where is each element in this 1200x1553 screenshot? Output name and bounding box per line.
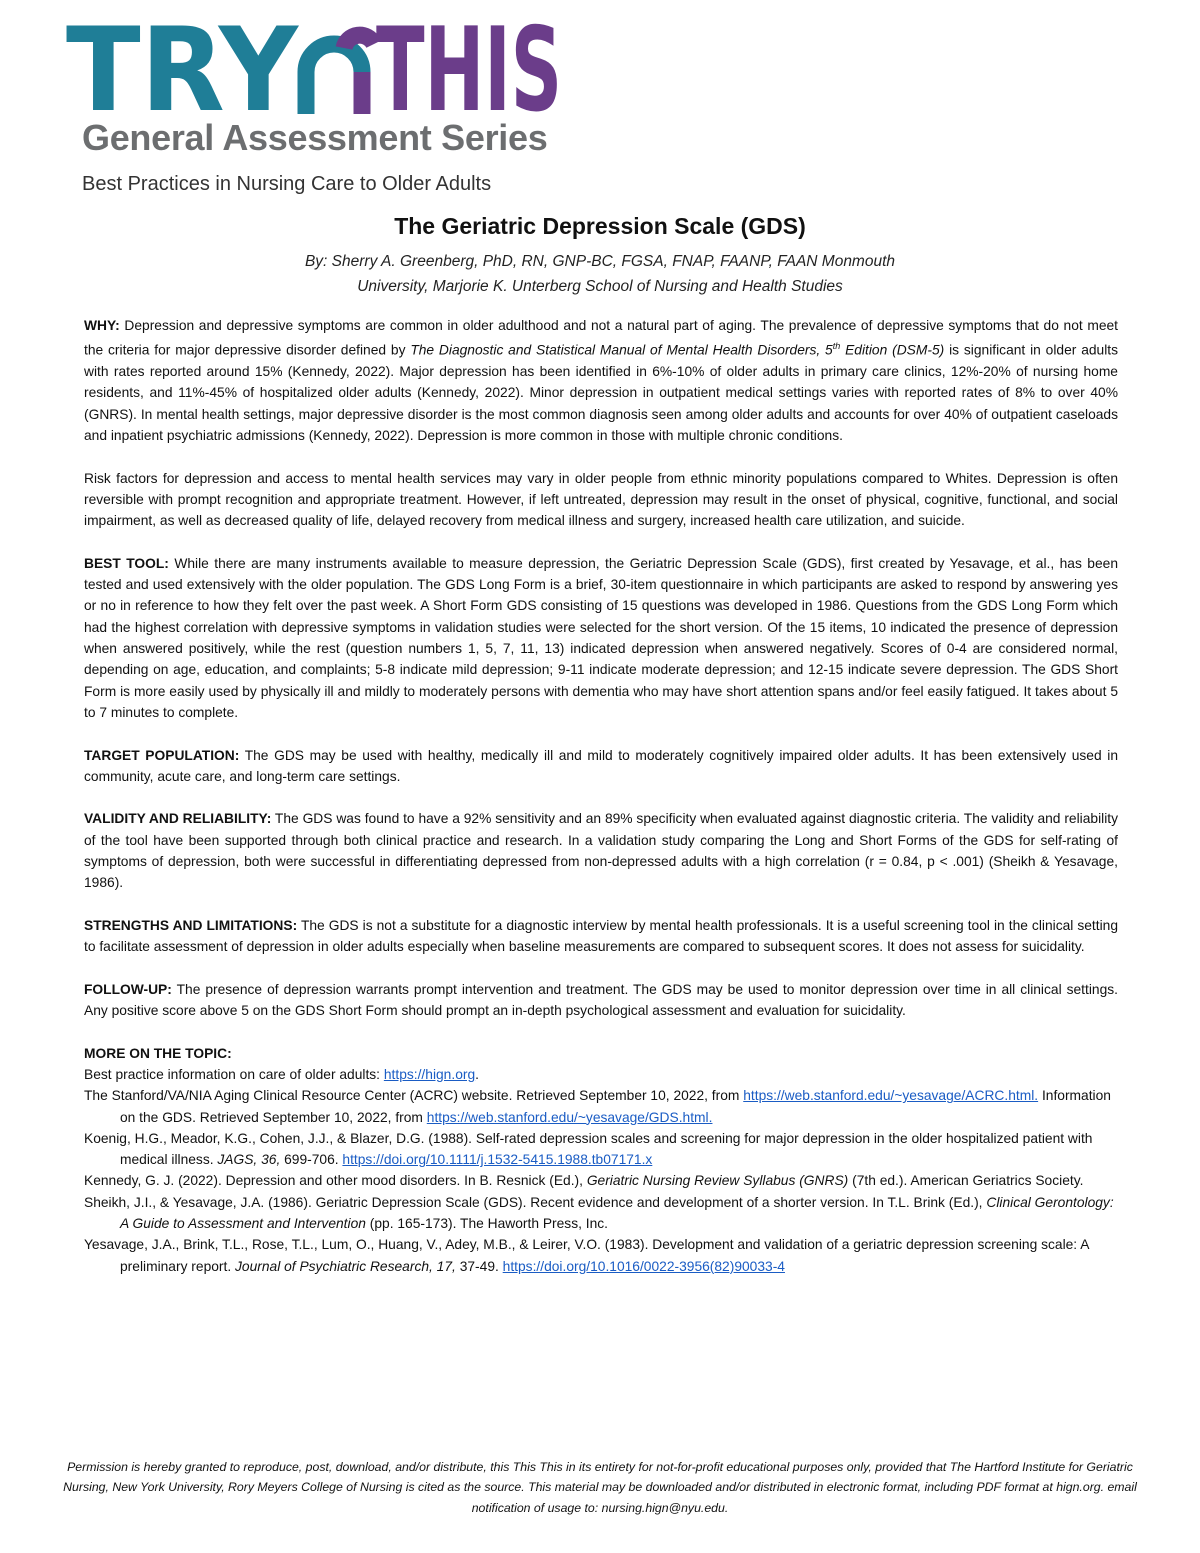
strengths-paragraph <box>84 915 1118 958</box>
validity-text: The GDS was found to have a 92% sensitivity and an 89% specificity when evaluated against diagnostic criteria. The validity and reliability of the tool have been supported through both clinical practice and research. In a validation study comparing the Long and Short Forms of the GDS for self-rating of symptoms of depression, both were successful in differentiating depressed from non-depressed adults with a high correlation (r = 0.84, p < .001) (Sheikh & Yesavage, 1986). <box>84 811 1118 891</box>
acrc-link[interactable]: https://web.stanford.edu/~yesavage/ACRC.html. <box>743 1088 1039 1104</box>
yesavage-doi-link[interactable]: https://doi.org/10.1016/0022-3956(82)90033-4 <box>502 1258 785 1274</box>
dsm-edition-italic: Edition (DSM-5) <box>840 342 945 358</box>
ref3-mid: 699-706. <box>280 1152 343 1168</box>
ref3-text: Koenig, H.G., Meador, K.G., Cohen, J.J., & Blazer, D.G. (1988). Self-rated depression scales and screening for major depression in the older hospitalized patient with medical illness. <box>84 1130 1093 1168</box>
svg-text:TRY: TRY <box>66 3 300 138</box>
risk-paragraph: Risk factors for depression and access to mental health services may vary in older people from ethnic minority populations compared to Whites. Depression is often reversible with prompt recognition and appropriate treatment. However, if left untreated, depression may result in the onset of physical, cognitive, functional, and social impairment, as well as decreased quality of life, delayed recovery from medical illness and surgery, increased health care utilization, and suicide. <box>84 470 1118 529</box>
reference-koenig <box>84 1128 1118 1171</box>
ref6-mid: 37-49. <box>455 1258 503 1274</box>
ref4-text: Kennedy, G. J. (2022). Depression and other mood disorders. In B. Resnick (Ed.), <box>84 1173 587 1189</box>
byline-line-1: By: Sherry A. Greenberg, PhD, RN, GNP-BC, FGSA, FNAP, FAANP, FAAN Monmouth <box>304 253 896 270</box>
ref1-end: . <box>475 1066 479 1082</box>
why-text-2: is significant in older adults with rates reported around 15% (Kennedy, 2022). Major depression has been identified in 6%-10% of older adults in primary care clinics, 12%-20% of nursing home residents, and 11%-45% of hospitalized older adults (Kennedy, 2022). Minor depression in outpatient medical settings varies with reported rates of 8% to over 40% (GNRS). In mental health settings, major depressive disorder is the most common diagnosis seen among older adults and accounts for over 40% of outpatient caseloads and inpatient psychiatric admissions (Kennedy, 2022). Depression is more common in those with multiple chronic conditions. <box>84 342 1119 444</box>
series-subtitle: Best Practices in Nursing Care to Older Adults <box>82 173 492 195</box>
target-text: The GDS may be used with healthy, medically ill and mild to moderately cognitively impaired older adults. It has been extensively used in community, acute care, and long-term care settings. <box>84 747 1118 784</box>
strengths-label: STRENGTHS AND LIMITATIONS: <box>84 917 298 933</box>
follow-up-label: FOLLOW-UP: <box>84 981 172 997</box>
more-on-topic <box>84 1043 1118 1277</box>
gds-link[interactable]: https://web.stanford.edu/~yesavage/GDS.html. <box>426 1109 713 1125</box>
reference-hign <box>84 1064 1118 1085</box>
validity-paragraph <box>84 808 1118 893</box>
follow-up-text: The presence of depression warrants prompt intervention and treatment. The GDS may be used to monitor depression over time in all clinical settings. Any positive score above 5 on the GDS Short Form should prompt an in-depth psychological assessment and evaluation for suicidality. <box>84 981 1118 1019</box>
koenig-doi-link[interactable]: https://doi.org/10.1111/j.1532-5415.1988.tb07171.x <box>342 1152 653 1168</box>
why-paragraph <box>84 315 1118 446</box>
reference-yesavage <box>84 1234 1118 1277</box>
target-label: TARGET POPULATION: <box>84 747 240 763</box>
byline-line-2: University, Marjorie K. Unterberg School of Nursing and Health Studies <box>357 278 843 295</box>
why-label: WHY: <box>84 318 120 333</box>
ref4-end: (7th ed.). American Geriatrics Society. <box>848 1173 1084 1189</box>
ref4-italic: Geriatric Nursing Review Syllabus (GNRS) <box>586 1173 849 1189</box>
why-text-1: Depression and depressive symptoms are common in older adulthood and not a natural part of aging. The prevalence of depressive symptoms that do not meet the criteria for major depressive disorder defined by <box>84 318 1118 358</box>
strengths-text: The GDS is not a substitute for a diagnostic interview by mental health professionals. It is a useful screening tool in the clinical setting to facilitate assessment of depression in older adults especially when baseline measurements are compared to subsequent scores. It does not assess for suicidality. <box>84 917 1118 955</box>
byline <box>0 249 1200 299</box>
follow-up-paragraph <box>84 979 1118 1022</box>
ref5-end: (pp. 165-173). The Haworth Press, Inc. <box>365 1216 609 1232</box>
ref5-italic: Clinical Gerontology: A Guide to Assessment and Intervention <box>120 1194 1114 1232</box>
reference-stanford <box>84 1085 1118 1128</box>
series-title: General Assessment Series <box>82 117 548 158</box>
hign-link[interactable]: https://hign.org <box>383 1066 476 1082</box>
ref6-text: Yesavage, J.A., Brink, T.L., Rose, T.L., Lum, O., Huang, V., Adey, M.B., & Leirer, V.O. (1983). Development and validation of a geriatric depression screening scale: A preliminary report. <box>84 1237 1089 1274</box>
best-tool-text: While there are many instruments available to measure depression, the Geriatric Depression Scale (GDS), first created by Yesavage, et al., has been tested and used extensively with the older population. The GDS Long Form is a brief, 30-item questionnaire in which participants are asked to respond by answering yes or no in reference to how they felt over the past week. A Short Form GDS consisting of 15 questions was developed in 1986. Questions from the GDS Long Form which had the highest correlation with depressive symptoms in validation studies were selected for the short version. Of the 15 items, 10 indicated the presence of depression when answered positively, while the rest (question numbers 1, 5, 7, 11, 13) indicated depression when answered negatively. Scores of 0-4 are considered normal, depending on age, education, and complaints; 5-8 indicate mild depression; 9-11 indicate moderate depression; and 12-15 indicate severe depression. The GDS Short Form is more easily used by physically ill and mildly to moderately persons with dementia who may have short attention spans and/or feel easily fatigued. It takes about 5 to 7 minutes to complete. <box>84 555 1118 720</box>
ref2-mid: Information on the GDS. Retrieved September 10, 2022, from <box>120 1088 1111 1125</box>
main-content <box>84 315 1118 1277</box>
reference-kennedy <box>84 1170 1118 1191</box>
svg-text:THIS: THIS <box>376 3 562 138</box>
ref2-text: The Stanford/VA/NIA Aging Clinical Resource Center (ACRC) website. Retrieved September 10, 2022, from <box>84 1088 744 1104</box>
dsm-superscript: th <box>832 341 841 352</box>
target-paragraph <box>84 745 1118 788</box>
document-title: The Geriatric Depression Scale (GDS) <box>394 213 806 239</box>
validity-label: VALIDITY AND RELIABILITY: <box>84 811 272 827</box>
dsm-title-italic: The Diagnostic and Statistical Manual of Mental Health Disorders, 5 <box>410 342 833 358</box>
best-tool-label: BEST TOOL: <box>84 555 169 571</box>
ref1-text: Best practice information on care of older adults: <box>84 1066 384 1082</box>
permission-footer: Permission is hereby granted to reproduce, post, download, and/or distribute, this This This in its entirety for not-for-profit educational purposes only, provided that The Hartford Institute for Geriatric Nursing, New York University, Rory Meyers College of Nursing is cited as the source. This material may be downloaded and/or distributed in electronic format, including PDF format at hign.org. email notification of usage to: nursing.hign@nyu.edu. <box>63 1460 1137 1515</box>
ref3-italic: JAGS, 36, <box>217 1152 281 1168</box>
ref5-text: Sheikh, J.I., & Yesavage, J.A. (1986). Geriatric Depression Scale (GDS). Recent evidence and development of a shorter version. In T.L. Brink (Ed.), <box>84 1194 987 1210</box>
more-title: MORE ON THE TOPIC: <box>84 1045 232 1061</box>
ref6-italic: Journal of Psychiatric Research, 17, <box>235 1258 456 1274</box>
reference-sheikh <box>84 1192 1118 1235</box>
best-tool-paragraph <box>84 553 1118 723</box>
